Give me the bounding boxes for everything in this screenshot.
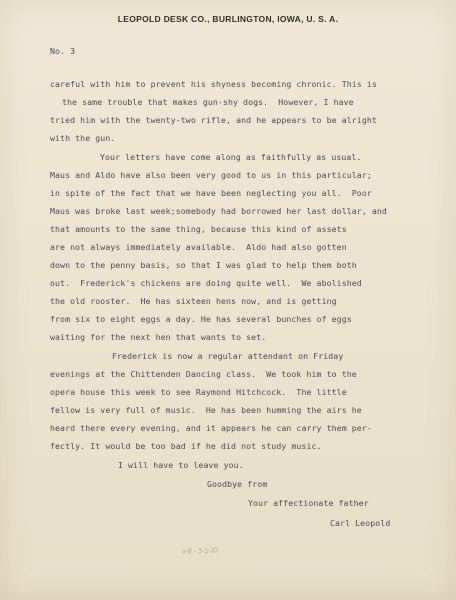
body-line: Your letters have come along as faithfully as usual. <box>100 152 362 162</box>
signoff-line: Your affectionate father <box>248 498 369 508</box>
body-line: Frederick is now a regular attendant on Friday <box>112 351 344 361</box>
body-line: out. Frederick's chickens are doing quite well. We abolished <box>50 278 362 288</box>
body-line: the same trouble that makes gun-shy dogs. However, I have <box>62 97 354 107</box>
closing-line: Goodbye from <box>207 479 268 489</box>
page-number: No. 3 <box>50 46 76 56</box>
body-line: with the gun. <box>50 133 116 143</box>
body-line: waiting for the next hen that wants to set. <box>50 332 267 342</box>
body-line: that amounts to the same thing, because this kind of assets <box>50 224 347 234</box>
body-line: Maus and Aldo have also been very good to us in this particular; <box>50 170 372 180</box>
body-line: tried him with the twenty-two rifle, and he appears to be alright <box>50 115 377 125</box>
body-line: in spite of the fact that we have been neglecting you all. Poor <box>50 188 372 198</box>
pencil-annotation: x-8 - 3-1-33 <box>181 547 219 556</box>
body-line: fectly. It would be too bad if he did not study music. <box>50 441 322 451</box>
body-line: fellow is very full of music. He has been humming the airs he <box>50 405 362 415</box>
farewell-line: I will have to leave you. <box>118 460 244 470</box>
body-line: the old rooster. He has sixteen hens now, and is getting <box>50 296 337 306</box>
body-line: Maus was broke last week;somebody had borrowed her last dollar, and <box>50 206 387 216</box>
body-line: careful with him to prevent his shyness becoming chronic. This is <box>50 79 377 89</box>
body-line: down to the penny basis, so that I was glad to help them both <box>50 260 357 270</box>
body-line: opera house this week to see Raymond Hitchcock. The little <box>50 387 347 397</box>
body-line: are not always immediately available. Aldo had also gotten <box>50 242 347 252</box>
body-line: heard there every evening, and it appears he can carry them per- <box>50 423 372 433</box>
body-line: evenings at the Chittenden Dancing class. We took him to the <box>50 369 357 379</box>
signature-line: Carl Leopold <box>330 518 391 528</box>
letterhead: LEOPOLD DESK CO., BURLINGTON, IOWA, U. S. A. <box>117 14 339 24</box>
body-line: from six to eight eggs a day. He has several bunches of eggs <box>50 314 352 324</box>
